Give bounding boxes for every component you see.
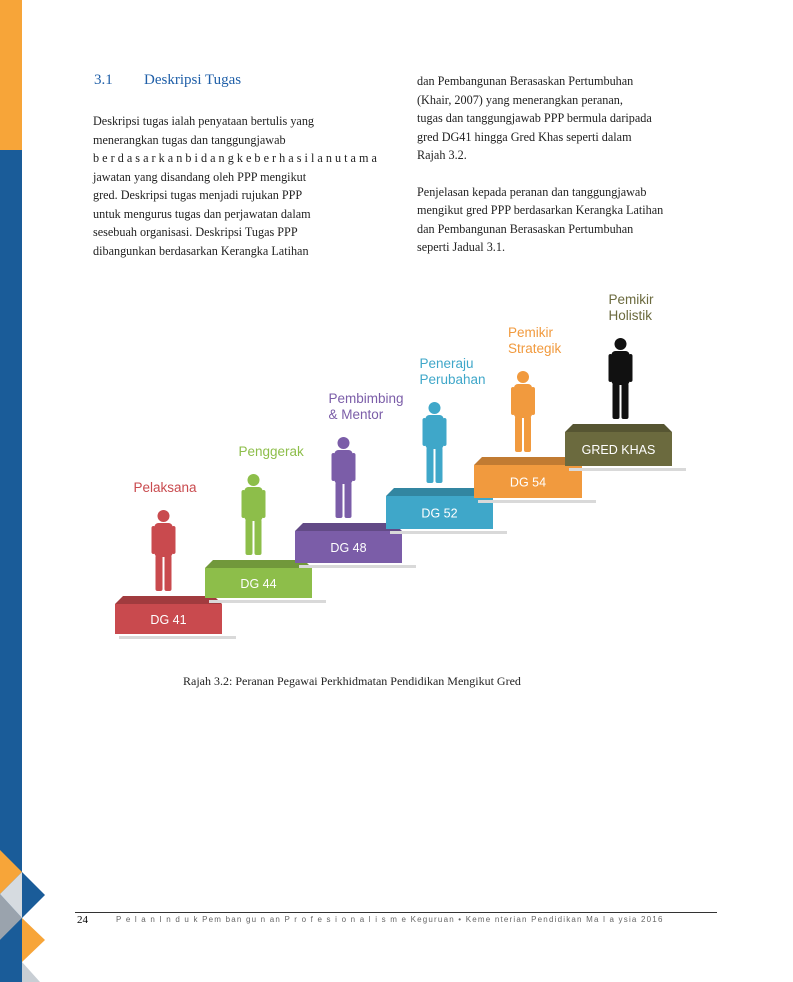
paragraph-line: Rajah 3.2.: [417, 148, 467, 162]
section-title: Deskripsi Tugas: [144, 72, 242, 88]
step-top: [565, 424, 672, 432]
paragraph-line: Penjelasan kepada peranan dan tanggungjawab: [417, 184, 647, 199]
step-top: [295, 523, 402, 531]
page-number: 24: [77, 914, 88, 926]
step-grade-label: GRED KHAS: [581, 443, 656, 457]
person-figure-icon: [242, 474, 266, 555]
paragraph-line: menerangkan tugas dan tanggungjawab: [93, 132, 286, 147]
paragraph-line: gred. Deskripsi tugas menjadi rujukan PPP: [93, 188, 303, 202]
paragraph-line: dan Pembangunan Berasaskan Pertumbuhan: [417, 221, 634, 236]
paragraph-line: b e r d a s a r k a n b i d a n g k e b e r h a s i l a n u t a m a: [93, 151, 377, 165]
person-figure-icon: [511, 371, 535, 452]
footer-rule: [75, 912, 717, 913]
paragraph-line: (Khair, 2007) yang menerangkan peranan,: [417, 92, 623, 107]
person-figure-icon: [332, 437, 356, 518]
step-shadow: [119, 636, 236, 639]
paragraph-line: untuk mengurus tugas dan perjawatan dalam: [93, 206, 311, 221]
role-label: Pemikir: [608, 292, 654, 307]
role-label: Peneraju: [419, 356, 474, 371]
step-shadow: [569, 468, 686, 471]
paragraph-line: sesebuah organisasi. Deskripsi Tugas PPP: [93, 225, 298, 239]
figure-caption: Rajah 3.2: Peranan Pegawai Perkhidmatan Pendidikan Mengikut Gred: [183, 674, 521, 688]
role-label: Perubahan: [419, 372, 486, 387]
role-label: Pelaksana: [133, 480, 197, 495]
paragraph-line: mengikut gred PPP berdasarkan Kerangka Latihan: [417, 203, 664, 217]
role-label: Pembimbing: [328, 391, 404, 406]
paragraph-line: dan Pembangunan Berasaskan Pertumbuhan: [417, 74, 634, 88]
paragraph-line: seperti Jadual 3.1.: [417, 240, 505, 254]
paragraph-line: Deskripsi tugas ialah penyataan bertulis yang: [93, 114, 315, 128]
role-label: Pemikir: [508, 325, 554, 340]
paragraph-line: jawatan yang disandang oleh PPP mengikut: [93, 169, 307, 184]
paragraph-line: gred DG41 hingga Gred Khas seperti dalam: [417, 129, 632, 144]
person-figure-icon: [423, 402, 447, 483]
paragraph-line: dibangunkan berdasarkan Kerangka Latihan: [93, 243, 309, 258]
paragraph-line: tugas dan tanggungjawab PPP bermula daripada: [417, 111, 652, 125]
step-shadow: [299, 565, 416, 568]
step-grade-label: DG 54: [509, 475, 547, 490]
step-shadow: [478, 500, 596, 503]
step-grade-label: DG 52: [421, 506, 458, 521]
role-label: Strategik: [508, 341, 562, 356]
footer-text: P e l a n I n d u k Pem ban gu n an P r o f e s i o n a l i s m e Keguruan • Keme nterian Pendidikan Ma l a ysia 2016: [116, 915, 664, 924]
step-shadow: [209, 600, 326, 603]
role-label: & Mentor: [328, 407, 384, 422]
step-grade-label: DG 48: [330, 541, 367, 555]
corner-decoration: [0, 850, 60, 982]
section-number: 3.1: [94, 72, 113, 88]
step-grade-label: DG 44: [240, 577, 277, 591]
person-figure-icon: [609, 338, 633, 419]
role-label: Holistik: [608, 308, 653, 323]
person-figure-icon: [152, 510, 176, 591]
step-grade-label: DG 41: [150, 613, 187, 627]
role-label: Penggerak: [238, 444, 304, 459]
step-shadow: [390, 531, 507, 534]
